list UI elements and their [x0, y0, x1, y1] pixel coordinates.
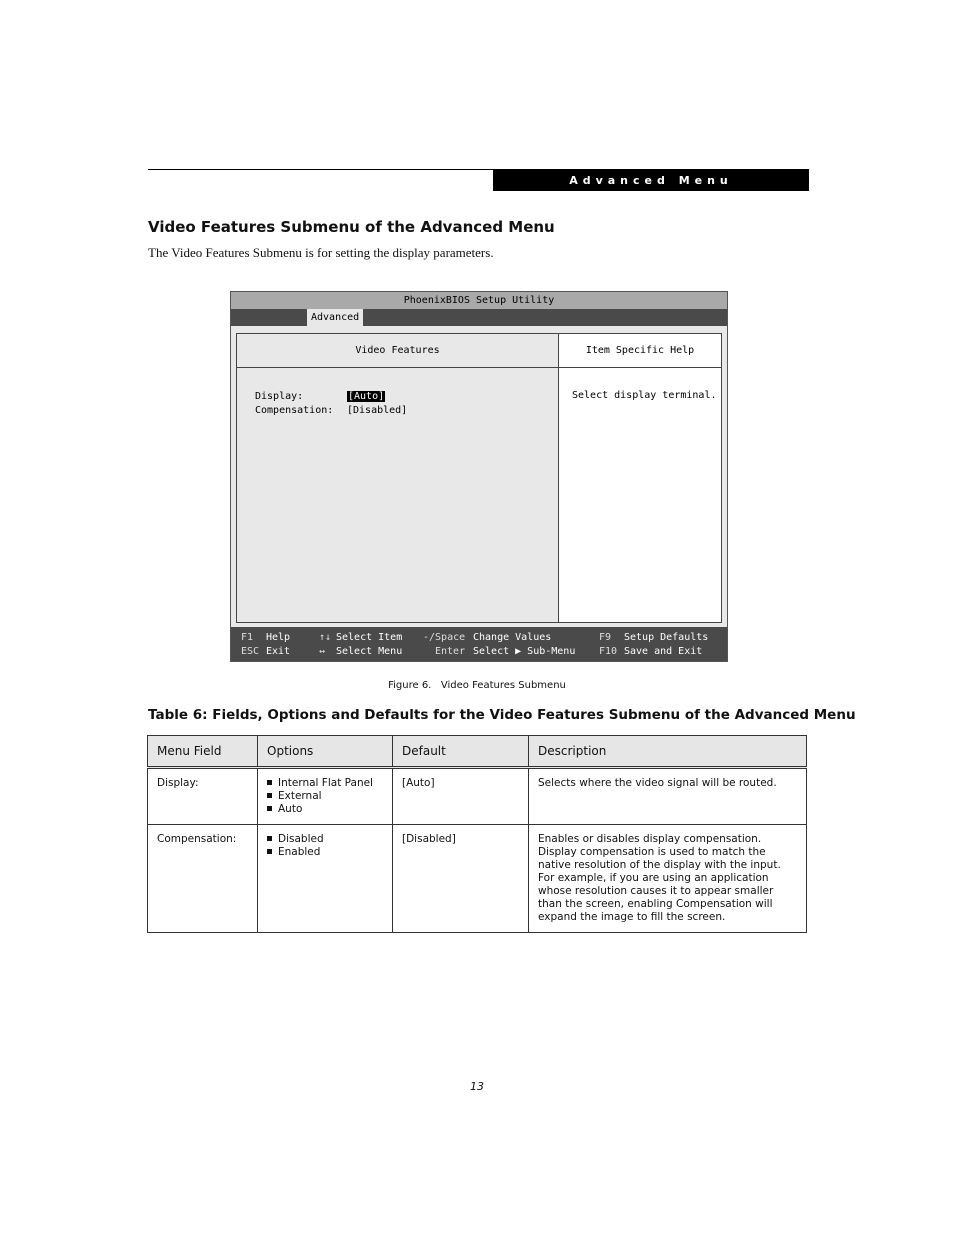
field-value-compensation[interactable]: [Disabled] [347, 404, 408, 416]
table-row [148, 825, 807, 933]
cell-options [258, 768, 393, 825]
bios-field-display[interactable] [255, 389, 385, 403]
help-text: Select display terminal. [572, 390, 717, 401]
left-panel-header: Video Features [355, 345, 440, 356]
cell-field: Display: [148, 768, 258, 825]
bios-screen [230, 291, 728, 662]
footer-key-help: F1 Help [241, 631, 291, 643]
field-value-display[interactable]: [Auto] [348, 390, 385, 402]
table-header-row [148, 736, 807, 768]
option-item: Disabled [267, 833, 383, 846]
footer-key-setup-defaults: F9 Setup Defaults [599, 631, 709, 643]
bios-footer [231, 627, 727, 661]
field-label: Display: [255, 390, 304, 402]
col-header-description: Description [529, 736, 807, 768]
table-title: Table 6: Fields, Options and Defaults for the Video Features Submenu of the Advanced Menu [148, 707, 856, 723]
bios-menubar [231, 309, 727, 326]
cell-default: [Auto] [393, 768, 529, 825]
header-divider [237, 367, 721, 368]
cell-default: [Disabled] [393, 825, 529, 933]
footer-key-sub-menu: Enter Select ▶ Sub-Menu [435, 645, 576, 657]
bios-frame [236, 333, 722, 623]
col-header-menu-field: Menu Field [148, 736, 258, 768]
footer-key-select-menu: ↔ Select Menu [319, 645, 403, 657]
table-row [148, 768, 807, 825]
option-item: Enabled [267, 846, 383, 859]
fields-table [147, 735, 807, 933]
bios-tab-advanced[interactable]: Advanced [307, 309, 363, 326]
cell-description: Enables or disables display compensation. Display compensation is used to match the native resolution of the display with the input. For example, if you are using an application whose resolution causes it to appear smaller than the screen, enabling Compensation will expand the image to fill the screen. [529, 825, 807, 933]
section-tab: Advanced Menu [493, 169, 809, 191]
field-label: Compensation: [255, 404, 334, 416]
panel-divider [558, 334, 559, 622]
figure-caption: Figure 6. Video Features Submenu [388, 680, 566, 691]
right-panel-header: Item Specific Help [585, 345, 695, 356]
help-panel-bg [559, 368, 721, 622]
cell-description: Selects where the video signal will be routed. [529, 768, 807, 825]
intro-paragraph: The Video Features Submenu is for setting the display parameters. [148, 245, 494, 260]
option-item: External [267, 790, 383, 803]
option-item: Auto [267, 803, 383, 816]
bios-title: PhoenixBIOS Setup Utility [231, 292, 727, 310]
footer-key-select-item: ↑↓ Select Item [319, 631, 403, 643]
header-rule [148, 169, 493, 170]
footer-key-change-values: -/Space Change Values [423, 631, 552, 643]
cell-options [258, 825, 393, 933]
cell-field: Compensation: [148, 825, 258, 933]
page-number: 13 [470, 1080, 484, 1093]
bios-field-compensation[interactable] [255, 403, 407, 417]
col-header-options: Options [258, 736, 393, 768]
option-item: Internal Flat Panel [267, 777, 383, 790]
footer-key-save-exit: F10 Save and Exit [599, 645, 703, 657]
section-heading: Video Features Submenu of the Advanced Menu [148, 218, 555, 236]
footer-key-exit: ESC Exit [241, 645, 291, 657]
col-header-default: Default [393, 736, 529, 768]
